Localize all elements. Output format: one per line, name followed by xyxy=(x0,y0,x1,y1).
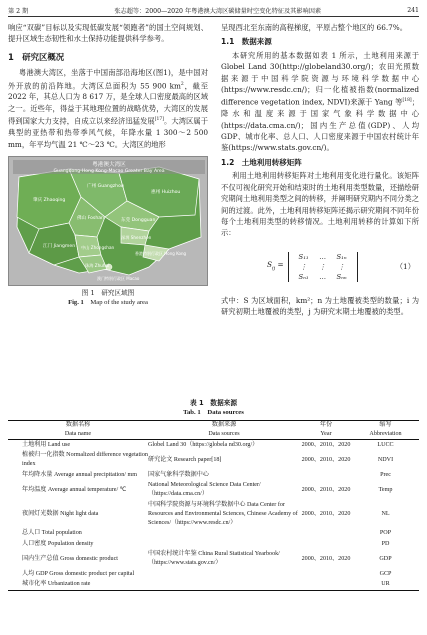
header-cell: Abbreviation xyxy=(369,431,402,437)
table-cell-year: 2000、2010、2020 xyxy=(301,456,351,463)
table-row xyxy=(8,470,419,480)
header-cell: 年份 xyxy=(319,422,333,428)
map-label-macao: 澳门特别行政区 Macao xyxy=(97,275,140,281)
intro-paragraph: 响应“双碳”目标以及实现低碳发展“领跑者”的国土空间规划、提升区域生态韧性和水土保持功能提供科学参考。 xyxy=(8,23,208,44)
table-row xyxy=(8,529,419,539)
table-cell-name: 人均 GDP Gross domestic product per capital xyxy=(22,570,135,577)
table-cell-source xyxy=(148,529,300,539)
section-1-2-heading: 1.2 土地利用转移矩阵 xyxy=(221,157,302,167)
table-cell-source xyxy=(148,569,300,579)
right-column xyxy=(221,22,419,318)
header-cell: Data sources xyxy=(208,431,240,437)
table-row xyxy=(8,580,419,591)
issue-number: 第 2 期 xyxy=(8,7,29,15)
table-cell-abbr: NDVI xyxy=(377,456,394,463)
table-cell-abbr: UR xyxy=(381,581,390,588)
data-sources-table xyxy=(8,420,419,591)
map-label-guangzhou: 广州 Guangzhou xyxy=(87,183,124,189)
table-row xyxy=(8,500,419,529)
running-title: 张志超等：2000—2020 年粤港澳大湾区碳储量时空变化特征及其影响因素 xyxy=(114,7,322,15)
header-cell: 数据来源 xyxy=(211,422,237,428)
data-source-paragraph: 本研究所用的基本数据如表 1 所示，土地利用来源于 Globel Land 30(http://globeland30.org/)；农田光照数据来源于中国科学院资源与环境科学数据中心(https://www.resdc.cn/)；归一化植被指数(normalized difference vegetation index, NDVI)来源于 Yang 等[18]；降水和温度来源于国家气象科学数据中心(https://data.cma.cn/)；国内生产总值(GDP)、人均 GDP、城市化率、总人口、人口密度来源于中国农村统计年鉴(https://www.stats.gov.cn/)。 xyxy=(221,50,419,153)
table-cell-year xyxy=(300,569,352,579)
table-cell-name: 年均温度 Average annual temperature/ ℃ xyxy=(22,486,127,493)
table-caption-en: Tab. 1 Data sources xyxy=(183,409,244,416)
matrix-cell: S₁ₙ xyxy=(336,252,347,261)
equation-explanation: 式中：S 为区域面积，km²；n 为土地覆被类型的数量；i 为研究初期土地覆被的类型，j 为研究末期土地覆被的类型。 xyxy=(221,295,419,317)
table-cell-name: 植被归一化指数 Normalized difference vegetation index xyxy=(22,451,148,468)
table-cell-source: 研究论文 Research paper[18] xyxy=(148,456,222,463)
table-cell-abbr: LUCC xyxy=(377,441,394,448)
table-cell-name: 夜间灯光数据 Night light data xyxy=(22,510,99,517)
matrix-cell: … xyxy=(319,252,326,261)
map-label-jiangmen: 江门 Jiangmen xyxy=(43,243,76,249)
table-cell-abbr: Prec xyxy=(380,471,391,478)
table-row xyxy=(8,539,419,549)
section-1-heading: 1 研究区概况 xyxy=(8,51,65,62)
table-row xyxy=(8,450,419,470)
table-cell-abbr: GDP xyxy=(379,555,392,562)
table-1 xyxy=(8,399,419,591)
table-cell-abbr: POP xyxy=(379,530,392,537)
table-cell-year xyxy=(300,539,352,549)
table-cell-year: 2000、2010、2020 xyxy=(301,555,351,562)
table-row xyxy=(8,480,419,500)
table-cell-abbr: Temp xyxy=(378,486,393,493)
table-body xyxy=(8,440,419,591)
table-caption xyxy=(8,399,419,417)
table-cell-year xyxy=(300,529,352,539)
table-cell-name: 年均降水量 Average annual precipitation/ mm xyxy=(22,471,137,478)
equation-number: （1） xyxy=(395,262,415,272)
table-caption-cn: 表 1 数据来源 xyxy=(189,399,238,407)
table-cell-name: 城市化率 Urbanization rate xyxy=(22,581,91,588)
map-label-zhaoqing: 肇庆 Zhaoqing xyxy=(33,197,66,203)
matrix-cell: … xyxy=(319,272,326,281)
section-1-1-heading: 1.1 数据来源 xyxy=(221,37,272,47)
table-cell-source: 国家气象科学数据中心 xyxy=(148,471,209,478)
table-header-row-cn xyxy=(8,421,419,431)
table-cell-source: Globel Land 30（https://globela nd30.org/） xyxy=(148,441,259,448)
study-area-map xyxy=(8,156,208,286)
map-label-dongguan: 东莞 Dongguan xyxy=(121,217,156,223)
running-header xyxy=(8,4,419,17)
transfer-matrix-paragraph: 利用土地利用转移矩阵对土地利用变化进行量化。该矩阵不仅可视化研究开始和结束时的土地利用类型数量，还描绘研究期间土地利用类型之间的转移，并阐明研究期内不同分类之间的过渡。此外，土地利用转移矩阵还揭示研究期间不同年份每个土地利用类型的转移情况。土地利用转移的计算如下所示： xyxy=(221,171,419,238)
table-cell-year xyxy=(300,580,352,591)
equation-1 xyxy=(221,243,419,291)
matrix-cell: ⋮ xyxy=(338,262,345,271)
table-cell-abbr: NL xyxy=(381,510,390,517)
table-cell-year: 2000、2010、2020 xyxy=(301,510,351,517)
table-cell-name: 土地利用 Land use xyxy=(22,441,71,448)
map-label-foshan: 佛山 Foshan xyxy=(77,215,104,221)
header-cell: Data name xyxy=(64,431,92,437)
map-label-hongkong: 香港特别行政区 Hong Kong xyxy=(135,250,187,256)
table-cell-source: National Meteorological Science Data Center/（https://data.cma.cn/） xyxy=(148,481,261,498)
terrain-paragraph: 呈现西北至东南的高程梯度，平原占整个地区的 66.7%。 xyxy=(221,23,408,32)
header-cell: Year xyxy=(320,431,332,437)
matrix-cell: ⋮ xyxy=(319,262,326,271)
table-cell-source: 中国科学院资源与环境科学数据中心 Data Center for Resources and Environmental Sciences, Chinese Academy of Sciences/（https://www.resdc.cn/） xyxy=(148,501,298,526)
table-cell-year xyxy=(300,470,352,480)
map-title-cn: 粤港澳大湾区 xyxy=(92,161,126,168)
map-label-huizhou: 惠州 Huizhou xyxy=(151,189,181,195)
study-area-paragraph: 粤港澳大湾区，坐落于中国南部沿海地区(图1)，是中国对外开放的前沿阵地。大湾区总面积为 55 900 $km^2$，截至 2022 年，其总人口为 8 617 万，是全球人口密度最高的区域之一。近些年，得益于其地理位置的战略优势，大湾区的发展得到国家大力支持，自成立以来经济迅猛发展[17]。大湾区属于典型的亚热带和热带季风气候，年降水量 1 300～2 500 mm，年平均气温 21 ℃～23 ℃。大湾区的地形 xyxy=(8,68,209,149)
map-graphic xyxy=(9,157,208,286)
table-row xyxy=(8,550,419,570)
header-cell: 缩写 xyxy=(379,422,392,428)
table-cell-year: 2000、2010、2020 xyxy=(301,486,351,493)
matrix-cell: ⋮ xyxy=(300,262,307,271)
map-label-zhuhai: 珠海 Zhuhai xyxy=(85,262,110,268)
map-title-en: Guangdong-Hong Kong-Macao Greater Bay Area xyxy=(53,168,165,174)
matrix-cell: S₁₁ xyxy=(298,252,309,261)
figure-caption-en: Fig. 1 Map of the study area xyxy=(68,298,148,306)
left-column xyxy=(8,22,208,307)
table-row xyxy=(8,569,419,579)
map-label-shenzhen: 深圳 Shenzhen xyxy=(121,234,152,240)
matrix-cell: Sₙ₁ xyxy=(298,272,309,281)
map-label-zhongshan: 中山 Zhongshan xyxy=(81,244,115,250)
table-cell-source xyxy=(148,580,300,591)
table-cell-abbr: GCP xyxy=(379,570,392,577)
table-cell-source: 中国农村统计年鉴 China Rural Statistical Yearbook/（https://www.stats.gov.cn/） xyxy=(148,551,280,567)
figure-caption-cn: 图 1 研究区域图 xyxy=(81,288,135,297)
table-row xyxy=(8,440,419,451)
table-cell-abbr: PD xyxy=(381,540,390,547)
equation-lhs: $S_{ij}$ = xyxy=(267,259,284,272)
table-header-row-en xyxy=(8,430,419,440)
table-cell-name: 国内生产总值 Gross domestic product xyxy=(22,555,118,562)
figure-1-caption xyxy=(8,289,208,307)
equation-matrix xyxy=(288,252,358,282)
table-cell-name: 总人口 Total population xyxy=(22,530,82,537)
header-cell: 数据名称 xyxy=(65,422,91,428)
page-number: 241 xyxy=(407,6,419,14)
table-cell-year: 2000、2010、2020 xyxy=(301,441,351,448)
table-cell-name: 人口密度 Population density xyxy=(22,540,94,547)
matrix-cell: Sₙₙ xyxy=(336,272,347,281)
table-cell-source xyxy=(148,539,300,549)
